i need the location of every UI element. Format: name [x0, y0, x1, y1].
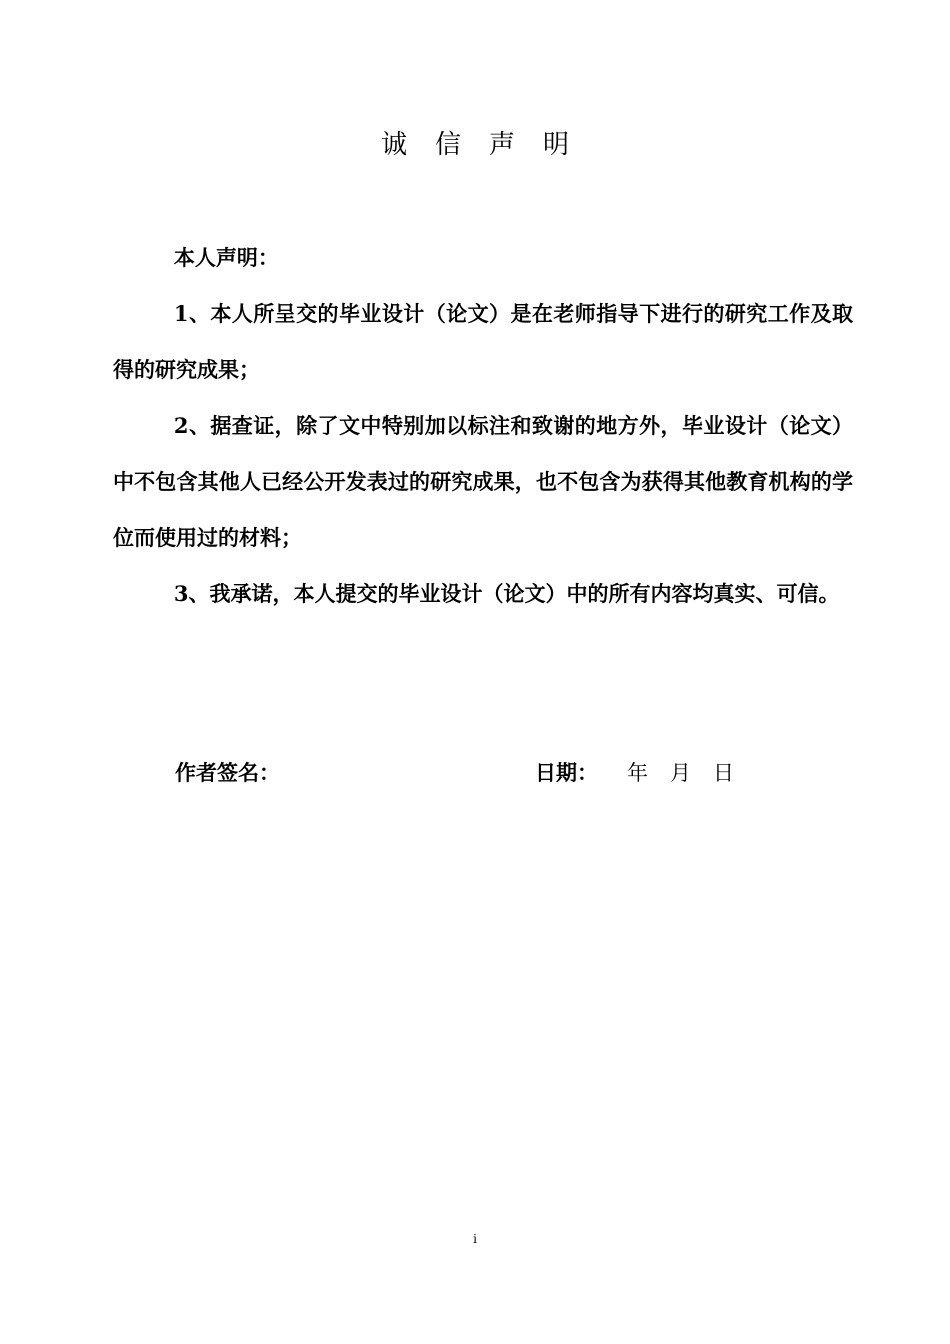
page-number: i: [473, 1232, 477, 1246]
signature-label: 作者签名：: [175, 760, 280, 785]
date-month-label: 月: [670, 761, 691, 785]
declaration-item-1: 1、本人所呈交的毕业设计（论文）是在老师指导下进行的研究工作及取得的研究成果；: [113, 301, 853, 382]
declaration-intro: 本人声明：: [173, 245, 279, 270]
signature-row: [175, 757, 815, 793]
declaration-body: [113, 230, 853, 622]
declaration-item-2: 2、据查证，除了文中特别加以标注和致谢的地方外，毕业设计（论文）中不包含其他人已经公开发表过的研究成果，也不包含为获得其他教育机构的学位而使用过的材料；: [113, 413, 853, 550]
document-title: [0, 124, 950, 161]
declaration-item-3: 3、我承诺，本人提交的毕业设计（论文）中的所有内容均真实、可信。: [173, 581, 840, 606]
date-year-label: 年: [627, 761, 648, 785]
title-char: 诚: [380, 130, 407, 160]
date-fields: [627, 757, 756, 787]
title-char: 声: [489, 130, 516, 160]
date-day-label: 日: [713, 761, 734, 785]
title-char: 明: [543, 130, 570, 160]
date-label: 日期：: [535, 760, 598, 785]
title-char: 信: [434, 130, 461, 160]
